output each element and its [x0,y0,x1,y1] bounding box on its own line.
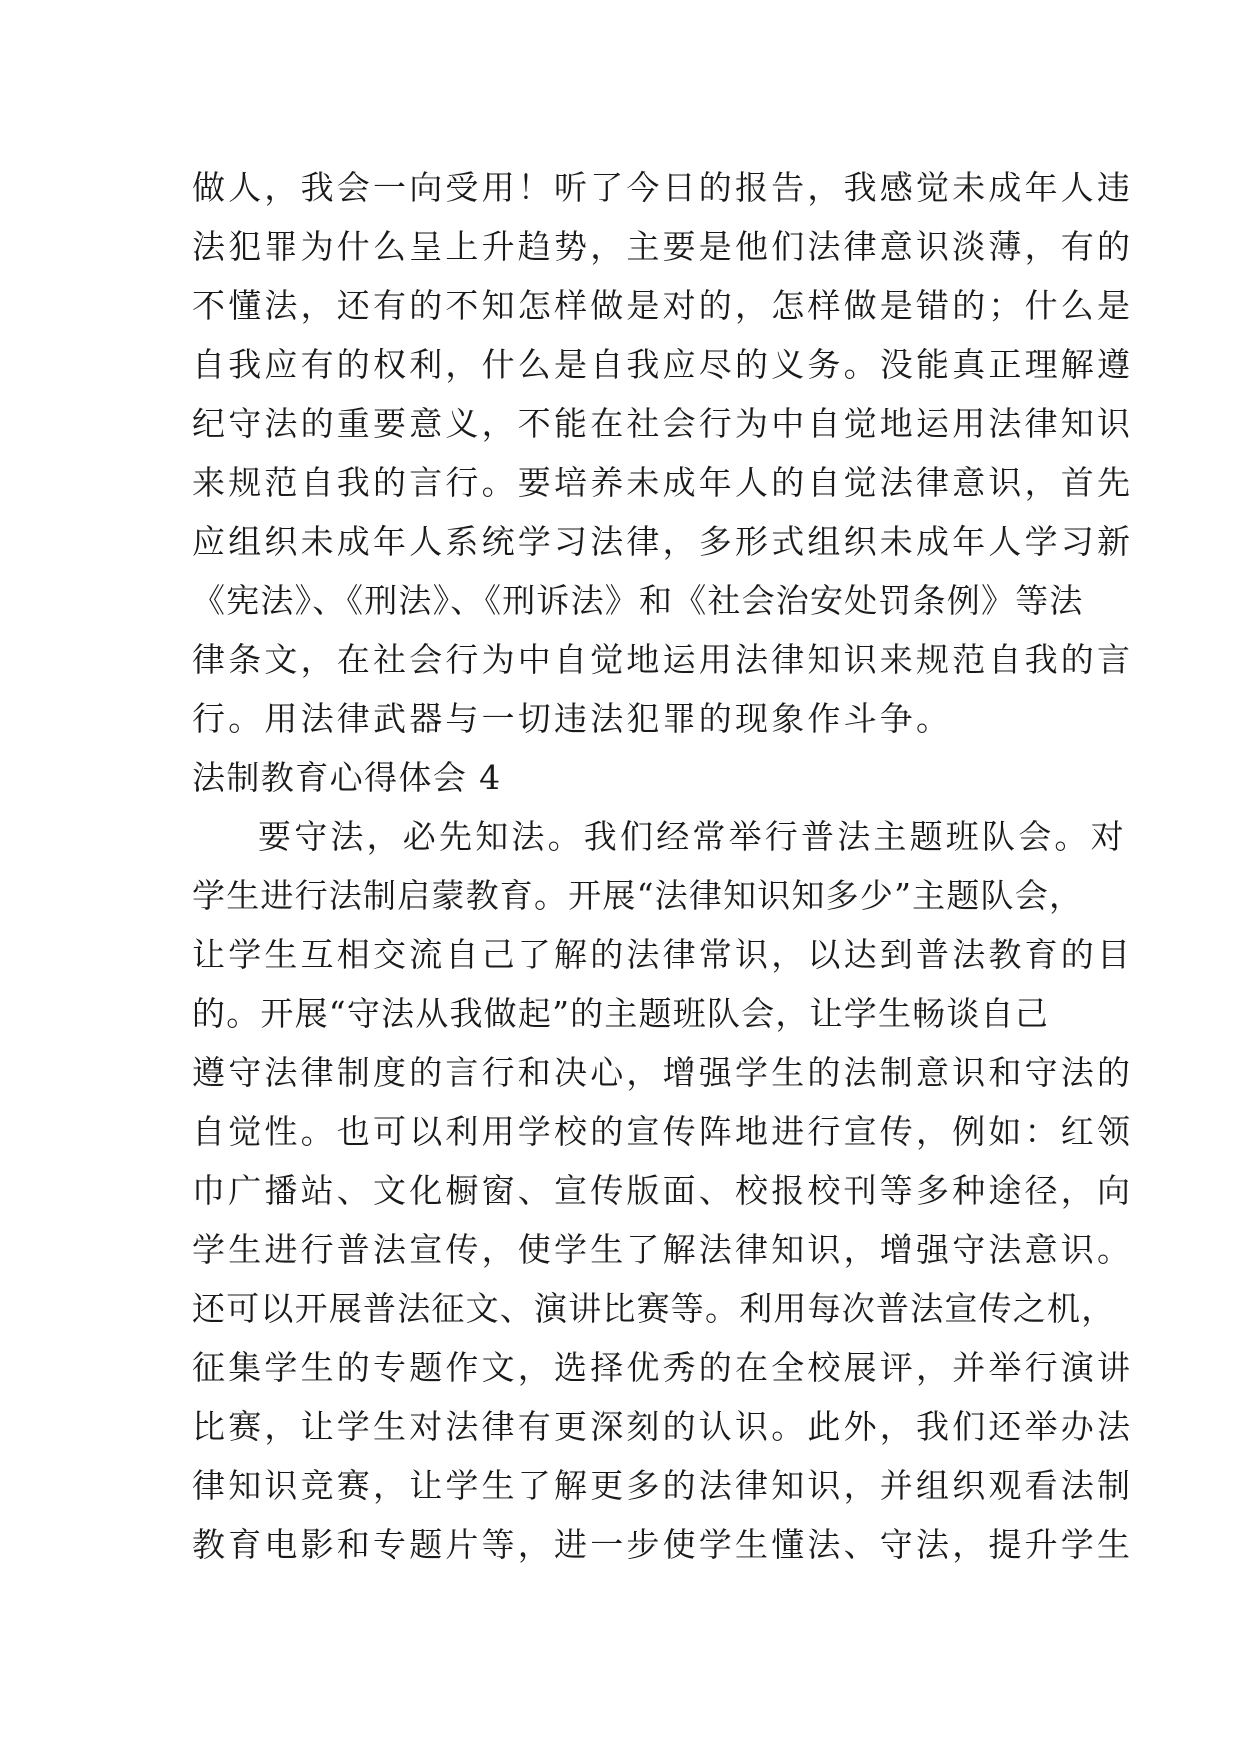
text-line: 不懂法，还有的不知怎样做是对的，怎样做是错的；什么是 [192,286,1134,325]
text-line: 学生进行法制启蒙教育。开展“法律知识知多少”主题队会， [192,876,1084,915]
text-line: 教育电影和专题片等，进一步使学生懂法、守法，提升学生 [192,1525,1134,1564]
text-line: 征集学生的专题作文，选择优秀的在全校展评，并举行演讲 [192,1348,1134,1387]
text-line: 律条文，在社会行为中自觉地运用法律知识来规范自我的言 [192,640,1134,679]
text-line: 《宪法》、《刑法》、《刑诉法》和《社会治安处罚条例》等法 [192,581,1084,620]
text-line: 应组织未成年人系统学习法律，多形式组织未成年人学习新 [192,522,1134,561]
text-line: 学生进行普法宣传，使学生了解法律知识，增强守法意识。 [192,1230,1134,1269]
body-text [192,158,1134,1574]
text-line: 来规范自我的言行。要培养未成年人的自觉法律意识，首先 [192,463,1134,502]
text-line: 纪守法的重要意义，不能在社会行为中自觉地运用法律知识 [192,404,1134,443]
text-line: 做人，我会一向受用！听了今日的报告，我感觉未成年人违 [192,168,1134,207]
text-line: 让学生互相交流自己了解的法律常识，以达到普法教育的目 [192,935,1134,974]
text-line: 自我应有的权利，什么是自我应尽的义务。没能真正理解遵 [192,345,1134,384]
text-line: 律知识竞赛，让学生了解更多的法律知识，并组织观看法制 [192,1466,1134,1505]
paragraph-first-line: 要守法，必先知法。我们经常举行普法主题班队会。对 [258,817,1127,856]
text-line: 比赛，让学生对法律有更深刻的认识。此外，我们还举办法 [192,1407,1134,1446]
text-line: 的。开展“守法从我做起”的主题班队会，让学生畅谈自己 [192,994,1049,1033]
text-line: 自觉性。也可以利用学校的宣传阵地进行宣传，例如：红领 [192,1112,1134,1151]
text-line: 还可以开展普法征文、演讲比赛等。利用每次普法宣传之机， [192,1289,1116,1328]
text-line: 遵守法律制度的言行和决心，增强学生的法制意识和守法的 [192,1053,1134,1092]
section-heading: 法制教育心得体会 4 [192,758,502,797]
text-line: 巾广播站、文化橱窗、宣传版面、校报校刊等多种途径，向 [192,1171,1134,1210]
text-line: 行。用法律武器与一切违法犯罪的现象作斗争。 [192,699,953,738]
text-line: 法犯罪为什么呈上升趋势，主要是他们法律意识淡薄，有的 [192,227,1134,266]
